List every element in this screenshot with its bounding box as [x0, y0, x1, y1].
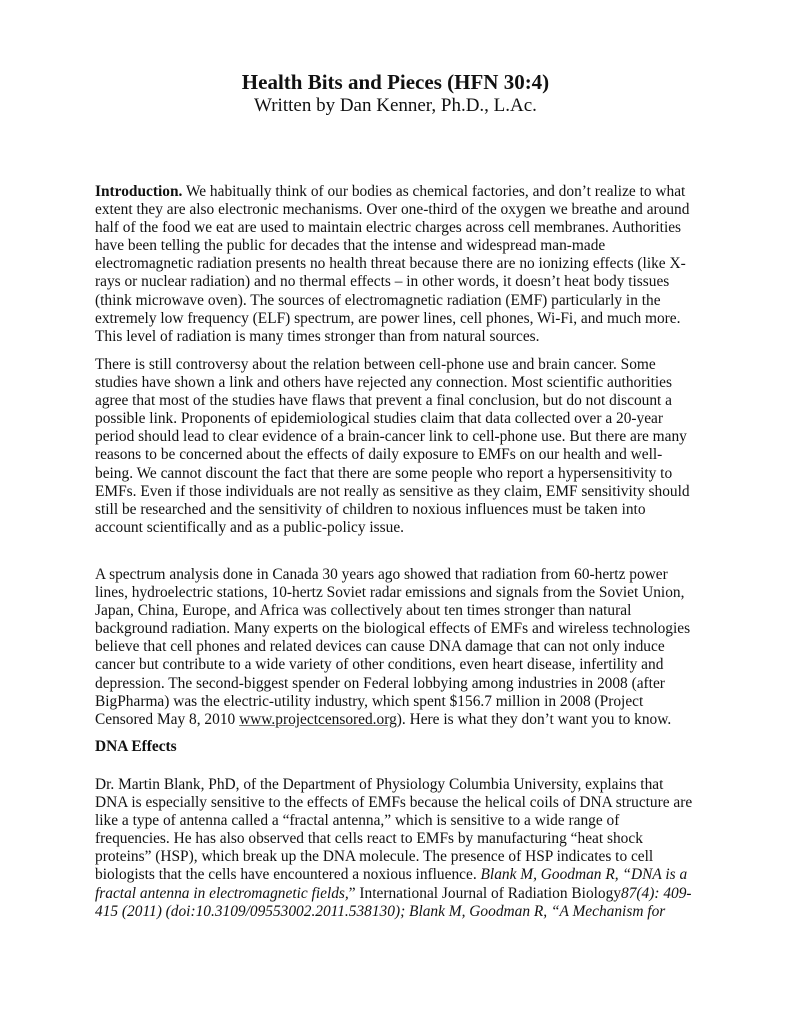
text-line: There is still controversy about the relation between cell-phone use and brain cancer. Some: [95, 356, 656, 373]
text-line: extremely low frequency (ELF) spectrum, are power lines, cell phones, Wi-Fi, and much more.: [95, 309, 681, 327]
project-censored-link[interactable]: www.projectcensored.org: [239, 710, 397, 728]
text-line: reasons to be concerned about the effects of daily exposure to EMFs on our health and well-: [95, 446, 663, 464]
text-line: lines, hydroelectric stations, 10-hertz Soviet radar emissions and signals from the Soviet Union,: [95, 584, 685, 602]
citation-text: 415 (2011) (doi:10.3109/09553002.2011.538130); Blank M, Goodman R, “A Mechanism for: [95, 902, 666, 920]
text-line: (think microwave oven). The sources of electromagnetic radiation (EMF) particularly in the: [95, 291, 661, 309]
document-byline: Written by Dan Kenner, Ph.D., L.Ac.: [254, 95, 537, 116]
text-line: account scientifically and as a public-policy issue.: [95, 518, 404, 536]
citation-text: fractal antenna in electromagnetic fields,: [95, 884, 349, 902]
section-heading-dna-effects: DNA Effects: [95, 738, 177, 755]
text-line: BigPharma) was the electric-utility industry, which spent $156.7 million in 2008 (Project: [95, 692, 644, 710]
citation-text: Blank M, Goodman R, “DNA is a: [480, 866, 688, 884]
text-line: proteins” (HSP), which break up the DNA molecule. The presence of HSP indicates to cell: [95, 848, 654, 866]
dna-paragraph: [95, 776, 725, 921]
text-line: half of the food we eat are used to maintain electric charges across cell membranes. Authorities: [95, 219, 682, 237]
text-line: electromagnetic radiation presents no health threat because there are no ionizing effects (like X-: [95, 255, 686, 273]
text-line: extent they are also electronic mechanisms. Over one-third of the oxygen we breathe and around: [95, 201, 690, 219]
document-title: Health Bits and Pieces (HFN 30:4): [241, 70, 550, 94]
text-line: like a type of antenna called a “fractal antenna,” which is sensitive to a wide range of: [95, 812, 620, 830]
text-line: biologists that the cells have encountered a noxious influence. Blank M, Goodman R, “DNA is a: [95, 866, 688, 884]
citation-text: 87(4): 409-: [621, 884, 692, 902]
text-line: [95, 903, 725, 921]
text-line: EMFs. Even if those individuals are not really as sensitive as they claim, EMF sensitivity should: [95, 482, 690, 500]
text-line: DNA is especially sensitive to the effects of EMFs because the helical coils of DNA structure are: [95, 794, 693, 812]
text-line: possible link. Proponents of epidemiological studies claim that data collected over a 20-year: [95, 410, 664, 428]
text-line: agree that most of the studies have flaws that prevent a final conclusion, but do not discount a: [95, 392, 672, 410]
text-line: Introduction. We habitually think of our bodies as chemical factories, and don’t realize to what: [95, 183, 686, 200]
text-line: believe that cell phones and related devices can cause DNA damage that can not only induce: [95, 638, 665, 656]
text-line: period should lead to clear evidence of a brain-cancer link to cell-phone use. But there are many: [95, 428, 687, 446]
text-line: studies have shown a link and others have rejected any connection. Most scientific authorities: [95, 374, 672, 392]
text-line: have been telling the public for decades that the intense and widespread man-made: [95, 237, 606, 255]
text-line: rays or nuclear radiation) and no thermal effects – in other words, it doesn’t heat body tissues: [95, 273, 670, 291]
text-line: Censored May 8, 2010 www.projectcensored.org). Here is what they don’t want you to know.: [95, 710, 672, 728]
text-line: Dr. Martin Blank, PhD, of the Department of Physiology Columbia University, explains that: [95, 776, 664, 793]
text-line: cancer but contribute to a wide variety of other conditions, even heart disease, infertility and: [95, 656, 664, 674]
text-line: fractal antenna in electromagnetic fields,” International Journal of Radiation Biology87(4): 409-: [95, 884, 692, 902]
intro-paragraph: [95, 183, 725, 346]
text-line: This level of radiation is many times stronger than from natural sources.: [95, 327, 540, 345]
spectrum-paragraph: [95, 566, 725, 729]
controversy-paragraph: [95, 356, 725, 537]
text-line: being. We cannot discount the fact that there are some people who report a hypersensitivity to: [95, 464, 673, 482]
text-line: depression. The second-biggest spender on Federal lobbying among industries in 2008 (after: [95, 674, 665, 692]
text-line: frequencies. He has also observed that cells react to EMFs by manufacturing “heat shock: [95, 830, 643, 848]
text-line: Japan, China, Europe, and Africa was collectively about ten times stronger than natural: [95, 602, 632, 620]
text-line: A spectrum analysis done in Canada 30 years ago showed that radiation from 60-hertz power: [95, 566, 668, 583]
intro-lead: Introduction.: [95, 183, 183, 200]
text-line: still be researched and the sensitivity of children to noxious influences must be taken into: [95, 500, 646, 518]
text-line: background radiation. Many experts on the biological effects of EMFs and wireless technologies: [95, 620, 691, 638]
